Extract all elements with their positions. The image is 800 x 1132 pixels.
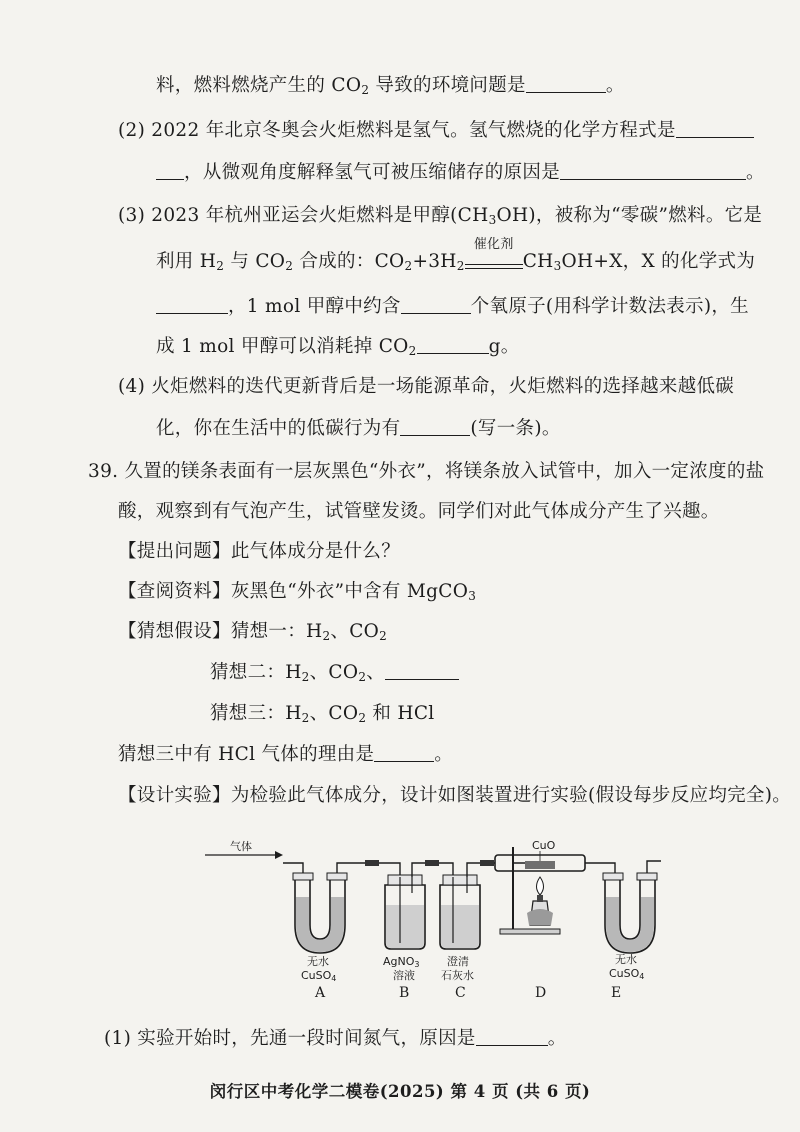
sub: 2 (456, 259, 465, 273)
sub: 2 (408, 344, 417, 358)
answer-blank[interactable] (385, 661, 459, 680)
q39-reference (118, 579, 476, 605)
sub: 2 (358, 670, 367, 684)
q38-part3-line-2 (156, 237, 756, 279)
q38-part3-line-4 (156, 334, 520, 360)
text: 和 HCl (366, 703, 435, 724)
letter-d: D (535, 985, 547, 1001)
sub: 2 (301, 670, 310, 684)
sub: 2 (361, 83, 370, 97)
text: 猜想二：H (210, 662, 302, 683)
text: (写一条)。 (470, 418, 561, 439)
text: 利用 H (156, 251, 217, 272)
q39-part1 (104, 1026, 567, 1052)
text: 为检验此气体成分，设计如图装置进行实验(假设每步反应均完全)。 (230, 785, 792, 806)
text: (3) 2023 年杭州亚运会火炬燃料是甲醇(CH (118, 205, 489, 226)
text: 化，你在生活中的低碳行为有 (156, 418, 401, 439)
text: 、 (366, 662, 386, 683)
sub: 2 (358, 711, 367, 725)
heating-tube-d (495, 839, 585, 934)
answer-blank[interactable] (400, 417, 470, 436)
letter-e: E (611, 985, 622, 1001)
sub: 2 (285, 259, 294, 273)
text: 与 CO (224, 251, 286, 272)
tag: 【设计实验】 (118, 785, 231, 806)
sub: 2 (322, 629, 331, 643)
text: 39. 久置的镁条表面有一层灰黑色“外衣”，将镁条放入试管中，加入一定浓度的盐 (88, 461, 765, 482)
text: CH (522, 251, 554, 272)
q38-part2-line-2 (156, 160, 765, 186)
q38-part4-line-1 (118, 374, 734, 400)
tag: 【提出问题】 (118, 541, 231, 562)
text: (1) 实验开始时，先通一段时间氮气，原因是 (104, 1028, 476, 1049)
answer-blank[interactable] (476, 1027, 548, 1046)
page-footer: 闵行区中考化学二模卷(2025) 第 4 页 (共 6 页) (209, 1082, 591, 1101)
text: ，1 mol 甲醇中约含 (228, 296, 401, 317)
text: 。 (547, 1028, 567, 1049)
letter-a: A (315, 985, 326, 1001)
sub: 2 (216, 259, 225, 273)
text: ，从微观角度解释氢气可被压缩储存的原因是 (184, 162, 561, 183)
label-e-2: CuSO4 (609, 967, 645, 981)
text: 3 (553, 259, 562, 273)
q39-line-1 (88, 459, 764, 485)
answer-blank[interactable] (156, 295, 228, 314)
label-c-1: 澄清 (447, 955, 469, 968)
answer-blank[interactable] (560, 161, 746, 180)
sub: 2 (301, 711, 310, 725)
u-tube-a (293, 873, 347, 983)
sub: 2 (404, 259, 413, 273)
label-e-1: 无水 (615, 953, 637, 966)
u-tube-e (603, 861, 661, 981)
text: 此气体成分是什么？ (230, 541, 401, 562)
letter-b: B (399, 985, 410, 1001)
text: OH+X，X 的化学式为 (561, 251, 756, 272)
answer-blank[interactable] (156, 161, 184, 180)
q39-hypothesis-3 (210, 701, 435, 727)
sub: 3 (468, 589, 477, 603)
sub: 3 (488, 213, 497, 227)
q38-part3-line-3 (156, 294, 749, 320)
answer-blank[interactable] (676, 119, 754, 138)
text: 合成的：CO (293, 251, 405, 272)
text: 、CO (309, 703, 359, 724)
text: (2) 2022 年北京冬奥会火炬燃料是氢气。氢气燃烧的化学方程式是 (118, 120, 676, 141)
q39-design (118, 783, 791, 809)
cuo-label: CuO (532, 839, 556, 852)
letter-c: C (455, 985, 466, 1001)
label-b-2: 溶液 (393, 969, 415, 982)
text: 猜想三中有 HCl 气体的理由是 (118, 744, 375, 765)
gas-label: 气体 (230, 840, 252, 853)
tag: 【猜想假设】 (118, 621, 231, 642)
text: 酸，观察到有气泡产生，试管壁发烫。同学们对此气体成分产生了兴趣。 (118, 501, 720, 522)
text: g。 (488, 336, 520, 357)
label-a-1: 无水 (307, 955, 329, 968)
arrow-head-icon (275, 851, 283, 859)
text: 导致的环境问题是 (369, 75, 526, 96)
tag: 【查阅资料】 (118, 581, 231, 602)
text: 个氧原子(用科学计数法表示)，生 (470, 296, 749, 317)
wash-bottle-b (383, 875, 425, 982)
experiment-apparatus-diagram (195, 835, 665, 1005)
label-b-1: AgNO3 (383, 955, 420, 969)
text: 。 (605, 75, 625, 96)
answer-blank[interactable] (417, 335, 489, 354)
text: 料，燃料燃烧产生的 CO (156, 75, 362, 96)
answer-blank[interactable] (374, 743, 434, 762)
text: 。 (746, 162, 765, 183)
catalyst-equals-sign (465, 237, 523, 269)
text: 灰黑色“外衣”中含有 MgCO (230, 581, 469, 602)
q39-hypothesis-1 (118, 619, 387, 645)
q38-line-1 (156, 73, 625, 99)
text: 。 (434, 744, 454, 765)
text: 、CO (309, 662, 359, 683)
q39-reason (118, 742, 453, 768)
wash-bottle-c (440, 875, 480, 982)
q39-line-2 (118, 499, 720, 525)
text: OH)，被称为“零碳”燃料。它是 (496, 205, 763, 226)
q39-hypothesis-2 (210, 660, 459, 686)
answer-blank[interactable] (401, 295, 471, 314)
text: 猜想一：H (230, 621, 323, 642)
label-c-2: 石灰水 (441, 969, 474, 982)
q38-part3-line-1 (118, 203, 762, 229)
q38-part4-line-2 (156, 416, 561, 442)
catalyst-label: 催化剂 (473, 237, 514, 252)
text: 猜想三：H (210, 703, 302, 724)
text: +3H (412, 251, 457, 272)
text: 、CO (330, 621, 380, 642)
sub: 2 (379, 629, 388, 643)
text: 成 1 mol 甲醇可以消耗掉 CO (156, 336, 409, 357)
q38-part2-line-1 (118, 118, 754, 144)
q39-ask (118, 539, 400, 565)
answer-blank[interactable] (526, 74, 606, 93)
label-a-2: CuSO4 (301, 969, 337, 983)
text: (4) 火炬燃料的迭代更新背后是一场能源革命，火炬燃料的选择越来越低碳 (118, 376, 735, 397)
